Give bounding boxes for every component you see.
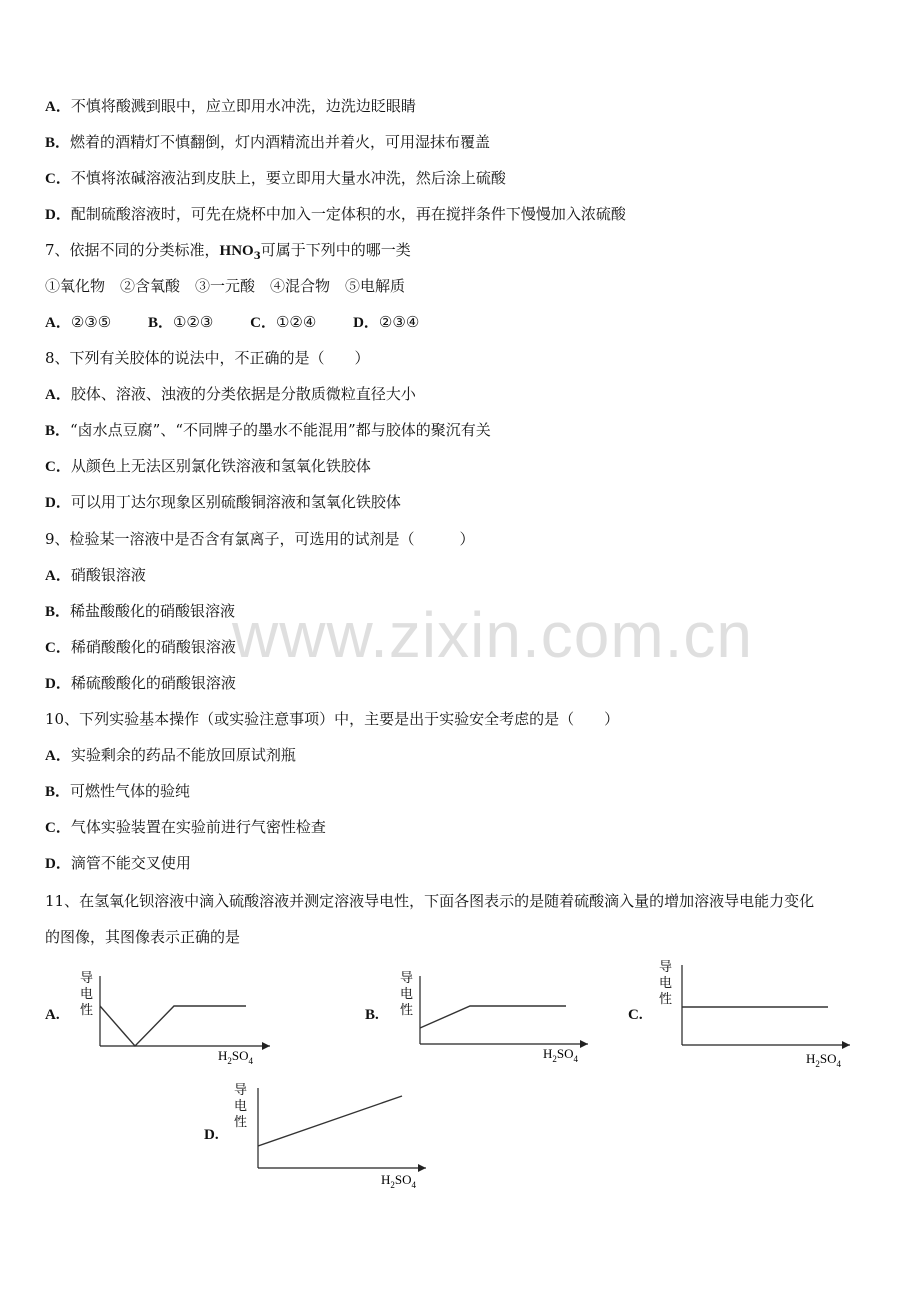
- q9-option-c: C．稀硝酸酸化的硝酸银溶液: [45, 638, 236, 656]
- graph-a-ylabel-1: 导: [80, 971, 94, 986]
- graph-a-ylabel-2: 电: [80, 987, 94, 1002]
- q7-items: ①氧化物 ②含氧酸 ③一元酸 ④混合物 ⑤电解质: [45, 277, 406, 295]
- graph-b-ylabel-3: 性: [400, 1003, 414, 1018]
- graph-c-arrow: [842, 1041, 850, 1049]
- graph-d-xlabel: $H_2SO_4$: [381, 1172, 417, 1190]
- q8-option-b: B．“卤水点豆腐”、“不同牌子的墨水不能混用”都与胶体的聚沉有关: [45, 421, 491, 439]
- watermark: www.zixin.com.cn: [232, 599, 753, 671]
- q10-option-a: A．实验剩余的药品不能放回原试剂瓶: [45, 746, 296, 764]
- q10-option-d: D．滴管不能交叉使用: [45, 854, 191, 872]
- q11-stem-line1: 11、在氢氧化钡溶液中滴入硫酸溶液并测定溶液导电性，下面各图表示的是随着硫酸滴入量的增加溶液导电能力变化: [45, 892, 815, 910]
- graph-c-ylabel-2: 电: [659, 976, 673, 991]
- graph-c-ylabel-1: 导: [659, 960, 673, 975]
- graph-c-ylabel-3: 性: [659, 992, 673, 1007]
- q11-stem-line2: 的图像，其图像表示正确的是: [45, 928, 241, 946]
- graph-a-ylabel-3: 性: [80, 1003, 94, 1018]
- graph-b-arrow: [580, 1040, 588, 1048]
- q6-option-d: D．配制硫酸溶液时，可先在烧杯中加入一定体积的水，再在搅拌条件下慢慢加入浓硫酸: [45, 205, 626, 223]
- graph-a-arrow: [262, 1042, 270, 1050]
- graph-b-letter: B.: [365, 1007, 379, 1023]
- graph-b-ylabel-1: 导: [400, 971, 414, 986]
- graph-b-curve: [420, 1006, 566, 1028]
- graph-c-letter: C.: [628, 1007, 643, 1023]
- graph-d-curve: [258, 1096, 402, 1146]
- graph-d-ylabel-3: 性: [234, 1115, 248, 1130]
- q7-stem: 7、依据不同的分类标准，$HNO_3$可属于下列中的哪一类: [45, 241, 411, 262]
- q8-stem: 8、下列有关胶体的说法中，不正确的是（ ）: [45, 349, 370, 367]
- q9-stem: 9、检验某一溶液中是否含有氯离子，可选用的试剂是（ ）: [45, 530, 475, 548]
- graph-d: [228, 1080, 448, 1195]
- q7-choices: A．②③⑤ B．①②③ C．①②④ D．②③④: [45, 313, 420, 331]
- q10-option-b: B．可燃性气体的验纯: [45, 782, 191, 800]
- q8-option-a: A．胶体、溶液、浊液的分类依据是分散质微粒直径大小: [45, 385, 416, 403]
- graph-b: [390, 960, 610, 1070]
- graph-b-ylabel-2: 电: [400, 987, 414, 1002]
- q8-option-c: C．从颜色上无法区别氯化铁溶液和氢氧化铁胶体: [45, 457, 371, 475]
- graph-a: [70, 960, 290, 1070]
- graph-d-letter: D.: [204, 1127, 219, 1143]
- q8-option-d: D．可以用丁达尔现象区别硫酸铜溶液和氢氧化铁胶体: [45, 493, 401, 511]
- q6-option-c: C．不慎将浓碱溶液沾到皮肤上，要立即用大量水冲洗，然后涂上硫酸: [45, 169, 506, 187]
- q6-option-b: B．燃着的酒精灯不慎翻倒，灯内酒精流出并着火，可用湿抹布覆盖: [45, 133, 491, 151]
- graph-a-curve: [100, 1006, 246, 1046]
- q10-option-c: C．气体实验装置在实验前进行气密性检查: [45, 818, 326, 836]
- graph-c-xlabel: $H_2SO_4$: [806, 1051, 842, 1069]
- q9-option-d: D．稀硫酸酸化的硝酸银溶液: [45, 674, 236, 692]
- graph-d-ylabel-1: 导: [234, 1083, 248, 1098]
- q9-option-a: A．硝酸银溶液: [45, 566, 146, 584]
- graph-a-letter: A.: [45, 1007, 60, 1023]
- graph-c: [654, 955, 874, 1075]
- q10-stem: 10、下列实验基本操作（或实验注意事项）中，主要是出于实验安全考虑的是（ ）: [45, 710, 620, 728]
- q6-option-a: A．不慎将酸溅到眼中，应立即用水冲洗，边洗边眨眼睛: [45, 97, 416, 115]
- graph-d-arrow: [418, 1164, 426, 1172]
- q9-option-b: B．稀盐酸酸化的硝酸银溶液: [45, 602, 236, 620]
- graph-b-xlabel: $H_2SO_4$: [543, 1046, 579, 1064]
- graph-a-xlabel: $H_2SO_4$: [218, 1048, 254, 1066]
- graph-d-ylabel-2: 电: [234, 1099, 248, 1114]
